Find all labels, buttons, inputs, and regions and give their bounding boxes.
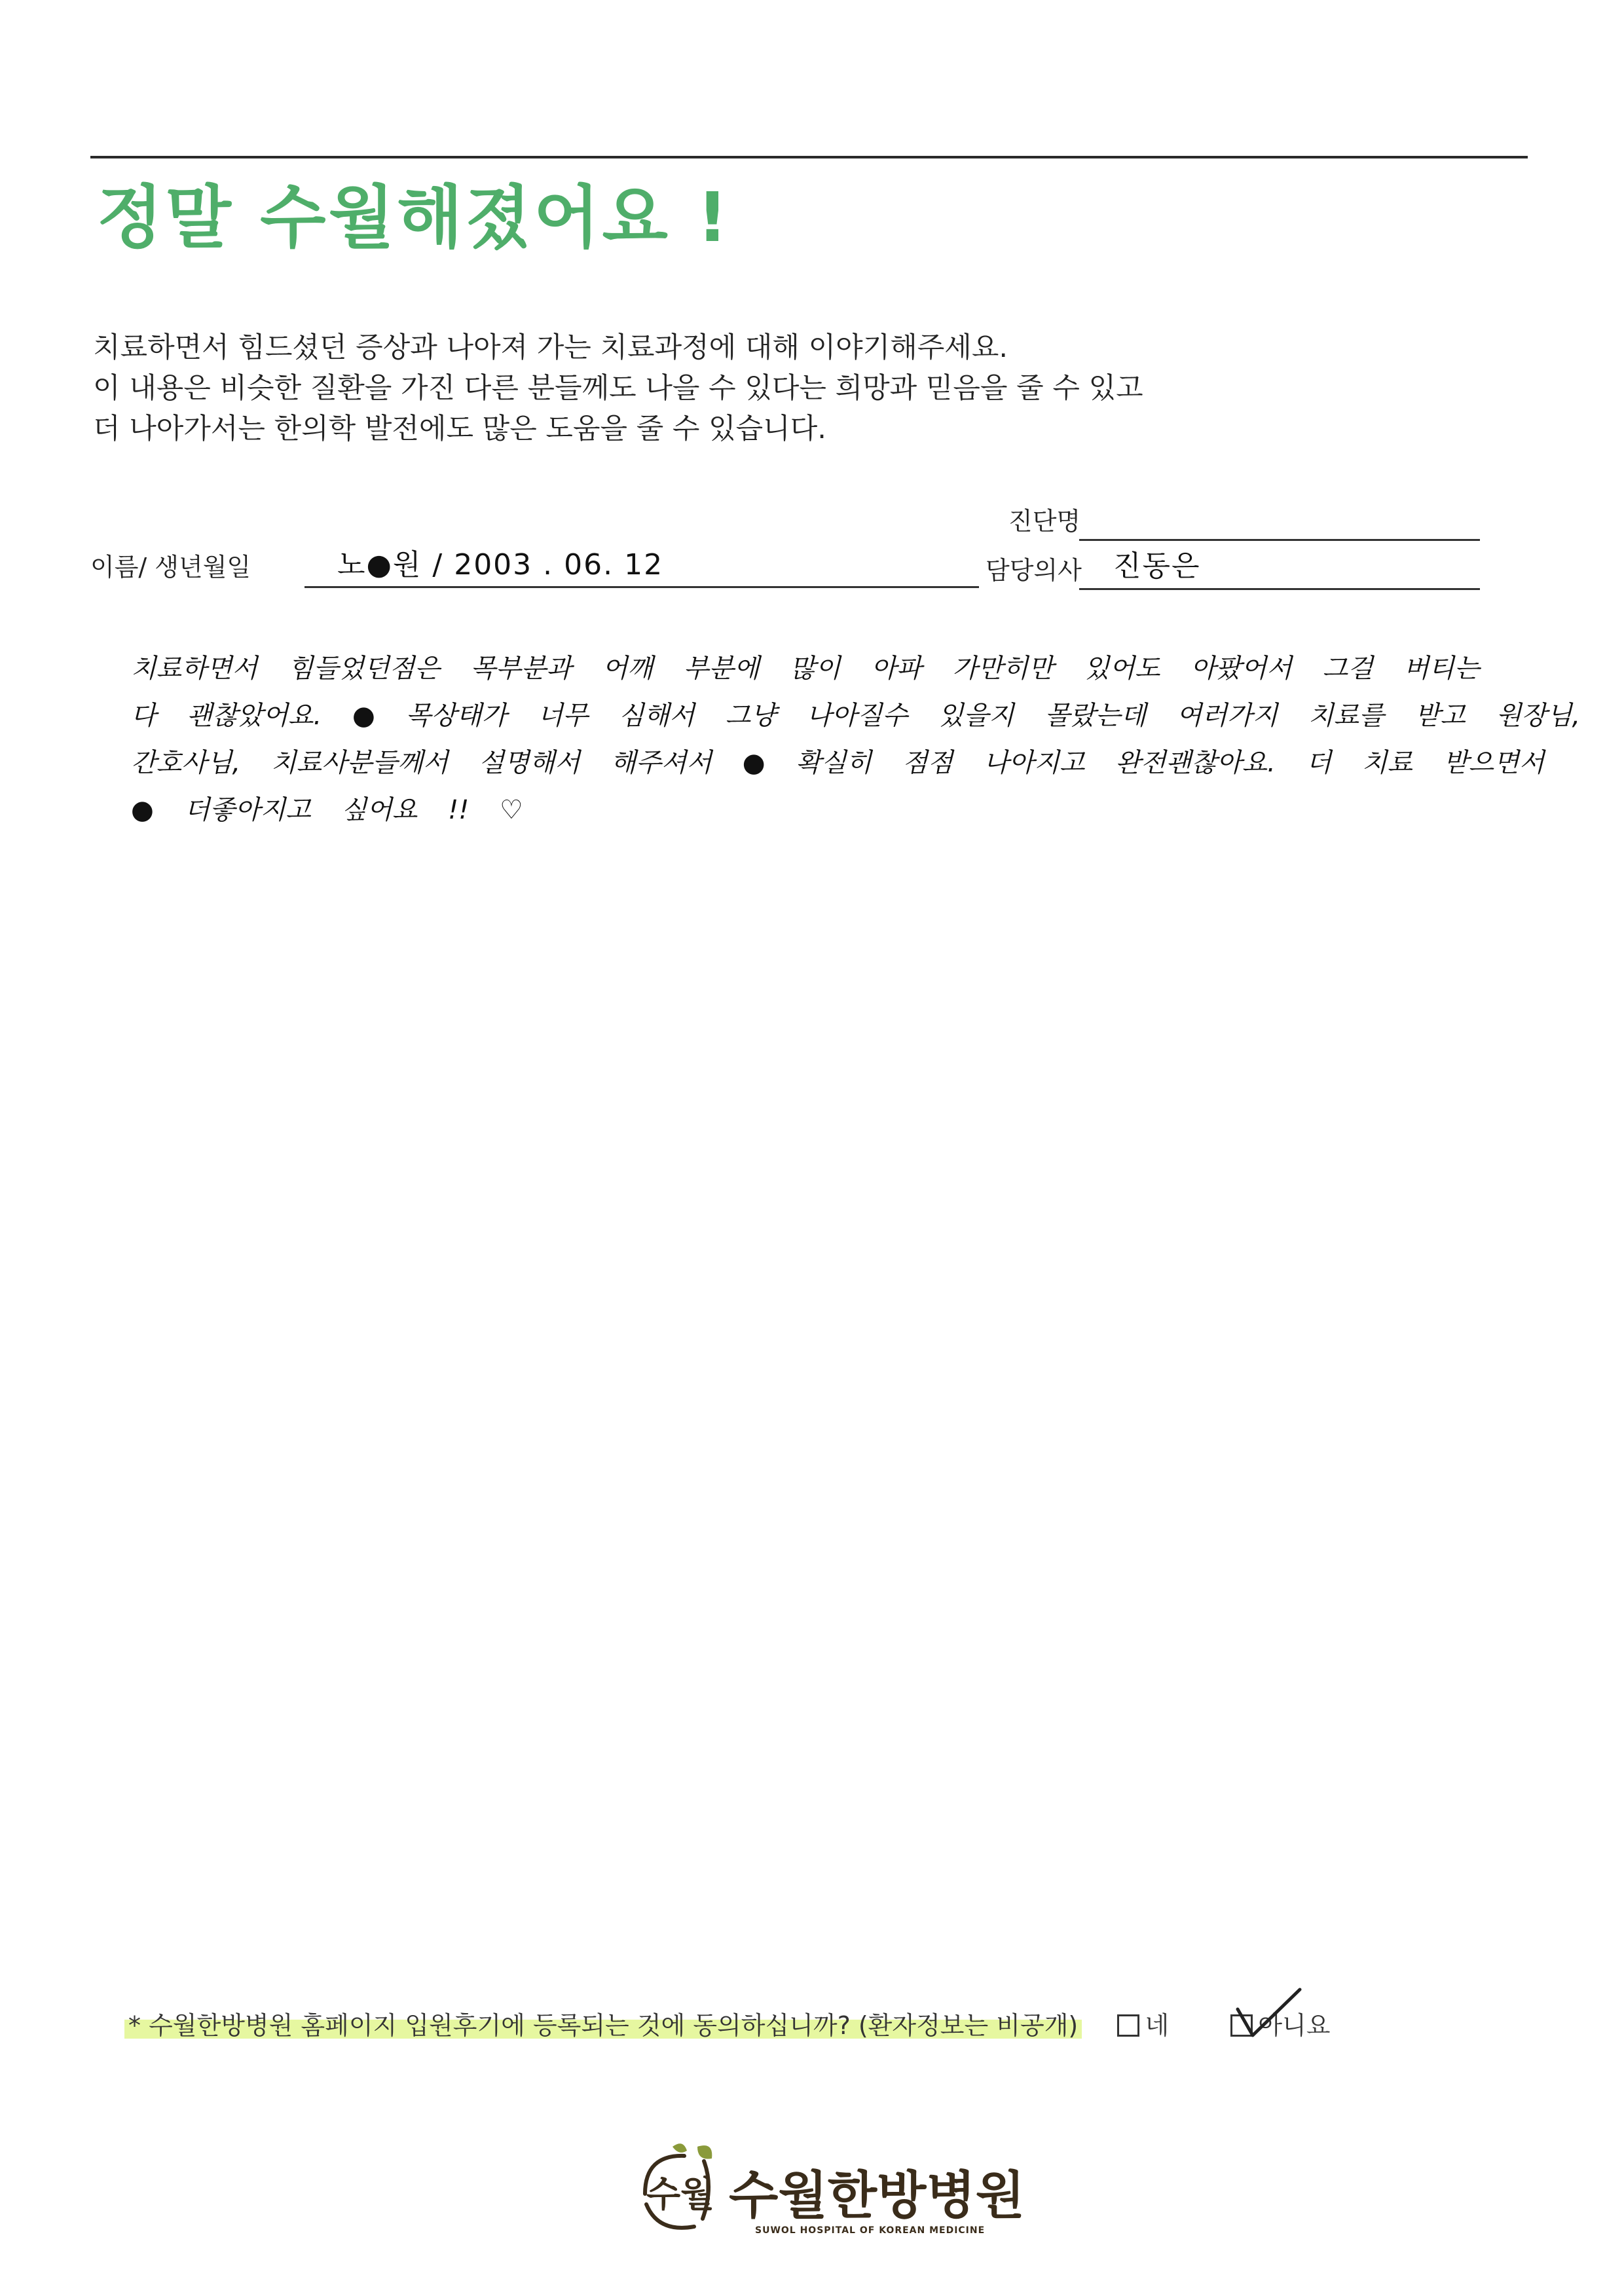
consent-yes-checkbox[interactable] xyxy=(1117,2014,1139,2037)
top-divider xyxy=(90,156,1528,158)
name-underline xyxy=(304,586,979,588)
story-text xyxy=(131,645,1581,834)
story-line: 간호사님, 치료사분들께서 설명해서 해주셔서 ● 확실히 점점 나아지고 완전괜찮아요. 더 치료 받으면서 xyxy=(131,748,1545,778)
story-line: 치료하면서 힘들었던점은 목부분과 어깨 부분에 많이 아파 가만히만 있어도 아팠어서 그걸 버티는 xyxy=(131,654,1480,684)
logo-subtitle: SUWOL HOSPITAL OF KOREAN MEDICINE xyxy=(755,2225,986,2236)
logo-name: 수월한방병원 xyxy=(729,2166,1025,2225)
story-line: 다 괜찮았어요. ● 목상태가 너무 심해서 그냥 나아질수 있을지 몰랐는데 여러가지 치료를 받고 원장님, xyxy=(131,701,1581,731)
consent-no-label: 아니요 xyxy=(1258,2011,1331,2040)
diagnosis-label: 진단명 xyxy=(1008,507,1081,536)
intro-line: 더 나아가서는 한의학 발전에도 많은 도움을 줄 수 있습니다. xyxy=(93,413,826,445)
intro-text xyxy=(93,327,1143,449)
intro-line: 이 내용은 비슷한 질환을 가진 다른 분들께도 나을 수 있다는 희망과 믿음을 줄 수 있고 xyxy=(93,372,1143,405)
doctor-label: 담당의사 xyxy=(986,556,1082,585)
consent-yes-label: 네 xyxy=(1145,2011,1170,2040)
consent-question: * 수월한방병원 홈페이지 입원후기에 등록되는 것에 동의하십니까? (환자정보는 비공개) xyxy=(124,2011,1082,2040)
doctor-value[interactable]: 진동은 xyxy=(1113,549,1201,583)
check-mark-icon xyxy=(1234,1984,1306,2043)
diagnosis-underline xyxy=(1079,539,1480,541)
logo-emblem-text: 수월 xyxy=(646,2174,715,2215)
name-birth-label: 이름/ 생년월일 xyxy=(90,553,251,582)
name-birth-value[interactable]: 노●원 / 2003 . 06. 12 xyxy=(337,548,664,582)
story-line: ● 더좋아지고 싶어요 !! ♡ xyxy=(131,795,523,825)
intro-line: 치료하면서 힘드셨던 증상과 나아져 가는 치료과정에 대해 이야기해주세요. xyxy=(93,331,1008,364)
consent-row xyxy=(124,2005,1330,2041)
page-title: 정말 수월해졌어요 ! xyxy=(97,177,731,257)
doctor-underline xyxy=(1079,588,1480,590)
